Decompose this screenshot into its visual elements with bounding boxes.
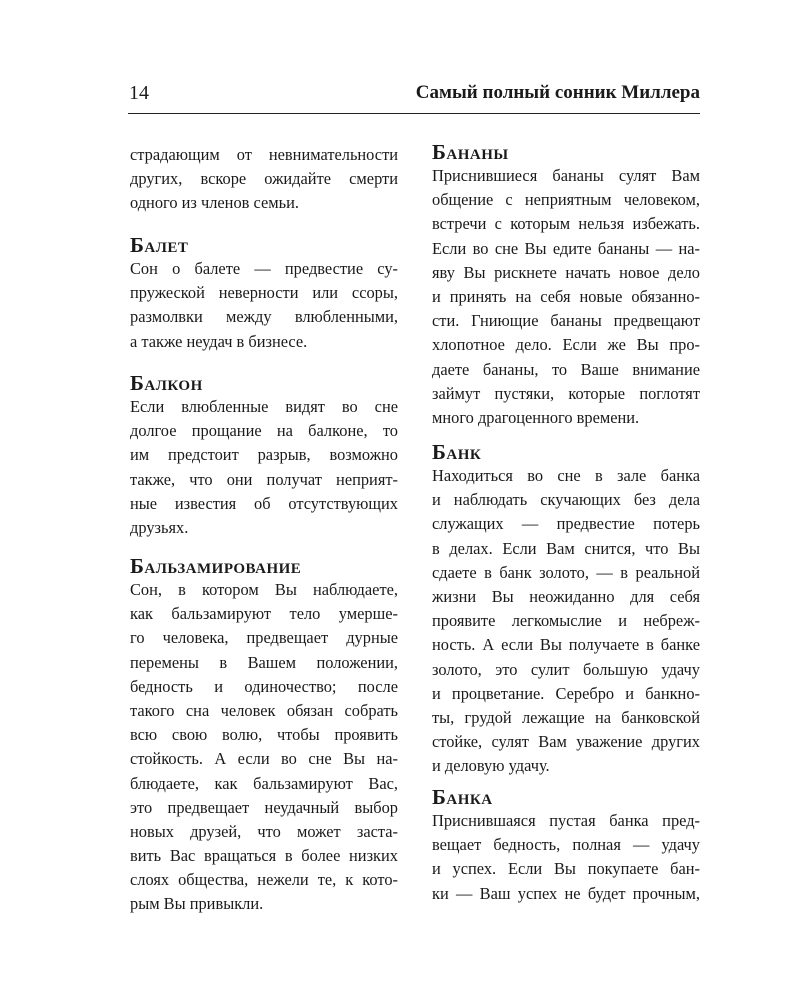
text-line: Приснившиеся бананы сулят Вам	[432, 166, 700, 185]
text-line: перемены в Вашем положении,	[130, 652, 398, 672]
text-line: даете бананы, то Ваше внимание	[432, 359, 700, 379]
text-line: страдающим от невнимательности	[130, 145, 398, 164]
text-line: проявите легкомыслие и небреж-	[432, 611, 700, 631]
text-line: много драгоценного времени.	[432, 407, 640, 427]
page-number: 14	[129, 82, 149, 104]
text-line: и процветание. Серебро и банкно-	[432, 683, 700, 703]
text-line: Если во сне Вы едите бананы — на-	[432, 238, 700, 258]
text-line: золото, это сулит большую удачу	[432, 659, 700, 679]
text-line: ные известия об отсутствующих	[130, 493, 398, 513]
text-line: им предстоит разрыв, возможно	[130, 445, 398, 465]
text-line: стойке, сулят Вам уважение других	[432, 732, 700, 752]
text-line: стойкость. А если во сне Вы на-	[130, 749, 398, 769]
text-line: рым Вы привыкли.	[130, 894, 264, 914]
text-line: го человека, предвещает дурные	[130, 628, 398, 648]
text-line: и деловую удачу.	[432, 756, 550, 776]
text-line: в делах. Если Вам снится, что Вы	[432, 538, 700, 558]
text-line: Сон, в котором Вы наблюдаете,	[130, 580, 398, 599]
entry-heading: Балкон	[130, 371, 203, 395]
header-rule	[128, 113, 700, 114]
text-line: и принять на себя новые обязанно-	[432, 286, 700, 306]
text-line: как бальзамируют тело умерше-	[130, 604, 398, 624]
text-line: друзьях.	[130, 517, 189, 537]
entry-banka	[432, 785, 700, 906]
text-line: сти. Гниющие бананы предвещают	[432, 311, 700, 331]
text-line: вещает бедность, полная — удачу	[432, 835, 700, 855]
entry-bank	[432, 440, 700, 778]
entry-heading: Бальзамирование	[130, 554, 302, 578]
running-title: Самый полный сонник Миллера	[415, 82, 700, 103]
text-line: пружеской неверности или ссоры,	[130, 283, 398, 303]
text-line: Сон о балете — предвестие су-	[130, 259, 398, 278]
text-line: встречи с которым нельзя избежать.	[432, 214, 700, 234]
entry-banany	[432, 140, 700, 430]
text-line: размолвки между влюбленными,	[130, 307, 398, 327]
text-line: такого сна человек обязан собрать	[130, 700, 398, 720]
text-line: Если влюбленные видят во сне	[130, 397, 398, 416]
text-line: одного из членов семьи.	[130, 193, 299, 213]
text-line: ки — Ваш успех не будет прочным,	[432, 883, 700, 903]
text-line: и наблюдать скучающих без дела	[432, 490, 700, 510]
entry-heading: Банка	[432, 785, 493, 809]
text-line: других, вскоре ожидайте смерти	[130, 169, 398, 189]
text-line: бедность и одиночество; после	[130, 676, 398, 696]
text-line: ность. А если Вы получаете в банке	[432, 635, 700, 655]
entry-heading: Бананы	[432, 140, 509, 164]
text-line: общение с неприятным человеком,	[432, 190, 700, 210]
text-line: вить Вас вращаться в более низких	[130, 846, 398, 866]
entry-continuation	[130, 143, 398, 216]
text-line: новых друзей, что может заста-	[130, 821, 398, 841]
text-line: жизни Вы неожиданно для себя	[432, 586, 700, 606]
entry-heading: Балет	[130, 233, 189, 257]
text-line: и успех. Если Вы покупаете бан-	[432, 859, 700, 879]
text-line: хлопотное дело. Если же Вы про-	[432, 335, 700, 355]
text-line: долгое прощание на балконе, то	[130, 421, 398, 441]
entry-heading: Банк	[432, 440, 482, 464]
text-line: всю свою волю, чтобы проявить	[130, 725, 398, 745]
text-line: блюдаете, как бальзамируют Вас,	[130, 773, 398, 793]
entry-balzamirovanie	[130, 554, 398, 917]
text-line: яву Вы рискнете начать новое дело	[432, 262, 700, 282]
entry-balkon	[130, 371, 398, 540]
text-line: служащих — предвестие потерь	[432, 514, 700, 534]
text-line: также, что они получат неприят-	[130, 469, 398, 489]
text-line: сдаете в банк золото, — в реальной	[432, 562, 700, 582]
text-line: это предвещает неудачный выбор	[130, 797, 398, 817]
text-line: а также неудач в бизнесе.	[130, 331, 308, 351]
entry-balet	[130, 233, 398, 354]
text-line: слоях общества, нежели те, к кото-	[130, 870, 398, 890]
text-line: ты, грудой лежащие на банковской	[432, 707, 700, 727]
text-line: займут пустяки, которые поглотят	[432, 383, 700, 403]
text-line: Приснившаяся пустая банка пред-	[432, 811, 700, 830]
text-line: Находиться во сне в зале банка	[432, 466, 700, 485]
